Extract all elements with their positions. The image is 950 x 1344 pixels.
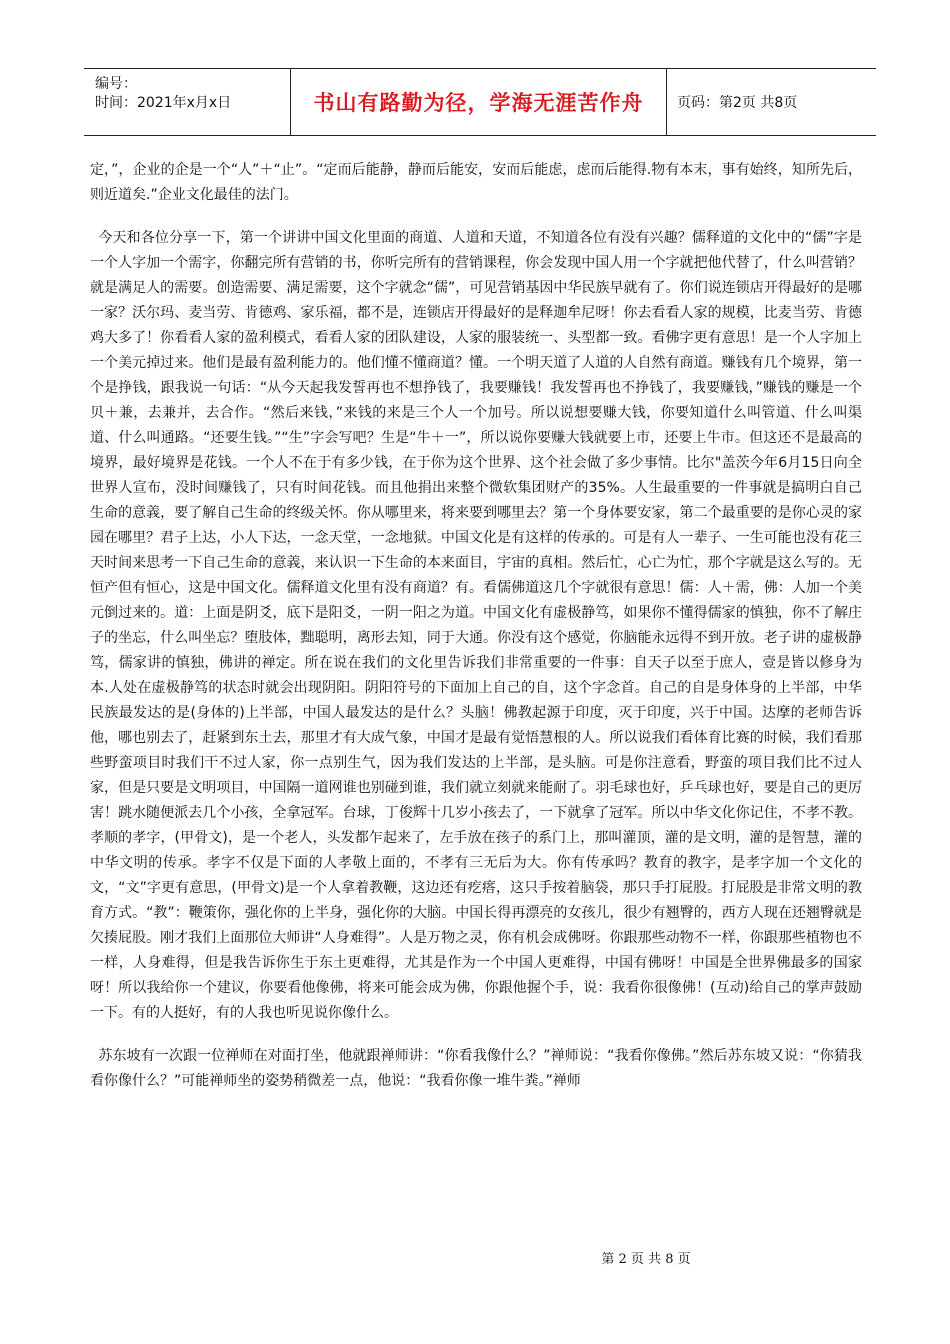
paragraph-2: 今天和各位分享一下，第一个讲讲中国文化里面的商道、人道和天道，不知道各位有没有兴趣？儒释道的文化中的“儒”字是一个人字加一个需字，你翻完所有营销的书，你听完所有的营销课程，你会发现中国人用一个字就把他代替了，什么叫营销？就是满足人的需要。创造需要、满足需要，这个字就念“儒”，可见营销基因中华民族早就有了。你们说连锁店开得最好的是哪一家？沃尔玛、麦当劳、肯德鸡、家乐福，都不是，连锁店开得最好的是释迦牟尼呀！你去看看人家的规模，比麦当劳、肯德鸡大多了！你看看人家的盈利模式，看看人家的团队建设，人家的服装统一、头型都一致。看佛字更有意思！是一个人字加上一个美元掉过来。他们是最有盈利能力的。他们懂不懂商道？懂。一个明天道了人道的人自然有商道。赚钱有几个境界，第一个是挣钱，跟我说一句话：“从今天起我发誓再也不想挣钱了，我要赚钱！我发誓再也不挣钱了，我要赚钱，”赚钱的赚是一个贝＋兼，去兼并，去合作。“然后来钱，”来钱的来是三个人一个加号。所以说想要赚大钱，你要知道什么叫管道、什么叫渠道、什么叫通路。“还要生钱。”“生”字会写吧？生是“牛＋一”，所以说你要赚大钱就要上市，还要上牛市。但这还不是最高的境界，最好境界是花钱。一个人不在于有多少钱，在于你为这个世界、这个社会做了多少事情。比尔"盖茨今年6月15日向全世界人宣布，没时间赚钱了，只有时间花钱。而且他捐出来整个微软集团财产的35%。人生最重要的一件事就是搞明白自己生命的意義，要了解自己生命的终级关怀。你从哪里来，将来要到哪里去？第一个身体要安家，第二个最重要的是你心灵的家园在哪里？君子上达，小人下达，一念天堂，一念地狱。中国文化是有这样的传承的。可是有人一辈子、一生可能也没有花三天时间来思考一下自己生命的意義，来认识一下生命的本来面目，宇宙的真相。然后忙，心亡为忙，那个字就是这么写的。无恒产但有恒心，这是中国文化。儒释道文化里有没有商道？有。看儒佛道这几个字就很有意思！儒：人＋需，佛：人加一个美元倒过来的。道：上面是阴爻，底下是阳爻，一阴一阳之为道。中国文化有虚极静笃，如果你不懂得儒家的慎独，你不了解庄子的坐忘，什么叫坐忘？堕肢体，黜聪明，离形去知，同于大通。你没有这个感觉，你脑能永远得不到开放。老子讲的虚极静笃，儒家讲的慎独，佛讲的禅定。所在说在我们的文化里告诉我们非常重要的一件事：自天子以至于庶人，壹是皆以修身为本.人处在虚极静笃的状态时就会出现阴阳。阴阳符号的下面加上自己的自，这个字念首。自己的自是身体身的上半部，中华民族最发达的是(身体的)上半部，中国人最发达的是什么？头脑！佛教起源于印度，灭于印度，兴于中国。达摩的老师告诉他，哪也别去了，赶紧到东土去，那里才有大成气象，中国才是最有觉悟慧根的人。所以说我们看体育比赛的时候，我们看那些野蛮项目时我们干不过人家，你一点别生气，因为我们发达的上半部，是头脑。可是你注意看，野蛮的项目我们比不过人家，但是只要是文明项目，中国隔一道网谁也别碰到谁，我们就立刻就来能耐了。羽毛球也好，乒乓球也好，要是自己的更厉害！跳水随便派去几个小孩，全拿冠军。台球，丁俊辉十几岁小孩去了，一下就拿了冠军。所以中华文化你记住，不孝不教。孝顺的孝字，(甲骨文)，是一个老人，头发都乍起来了，左手放在孩子的系门上，那叫灌顶，灌的是文明，灌的是智慧，灌的中华文明的传承。孝字不仅是下面的人孝敬上面的，不孝有三无后为大。你有传承吗？教育的教字，是孝字加一个文化的文，“文”字更有意思，(甲骨文)是一个人拿着教鞭，这边还有疙瘩，这只手按着脑袋，那只手打屁股。打屁股是非常文明的教育方式。“教”：鞭策你，强化你的上半身，强化你的大脑。中国长得再漂亮的女孩儿，很少有翘臀的，西方人现在还翘臀就是欠揍屁股。刚才我们上面那位大师讲“人身难得”。人是万物之灵，你有机会成佛呀。你跟那些动物不一样，你跟那些植物也不一样，人身难得，但是我告诉你生于东土更难得，尤其是作为一个中国人更难得，中国有佛呀！中国是全世界佛最多的国家呀！所以我给你一个建议，你要看他像佛，将来可能会成为佛，你跟他握个手，说：我看你很像佛！(互动)给自己的掌声鼓励一下。有的人挺好，有的人我也听见说你像什么。 [90, 230, 862, 1021]
page-footer: 第 2 页 共 8 页 [601, 1252, 691, 1267]
header-meta [84, 69, 290, 135]
number-label: 编号： [95, 76, 137, 92]
paragraph-3: 苏东坡有一次跟一位禅师在对面打坐，他就跟禅师讲：“你看我像什么？”禅师说：“我看你像佛。”然后苏东坡又说：“你猜我看你像什么？”可能禅师坐的姿势稍微差一点，他说：“我看你像一堆牛粪。”禅师 [90, 1048, 862, 1089]
document-body [90, 158, 862, 1112]
header-page-label: 页码：第2页 共8页 [677, 95, 798, 111]
paragraph-1: 定，”，企业的企是一个“人”＋“止”。“定而后能静，静而后能安，安而后能虑，虑而后能得.物有本末，事有始终，知所先后，则近道矣.”企业文化最佳的法门。 [90, 162, 862, 203]
header-table [84, 68, 876, 136]
time-label: 时间：2021年x月x日 [95, 95, 232, 111]
header-motto: 书山有路勤为径，学海无涯苦作舟 [290, 69, 667, 135]
